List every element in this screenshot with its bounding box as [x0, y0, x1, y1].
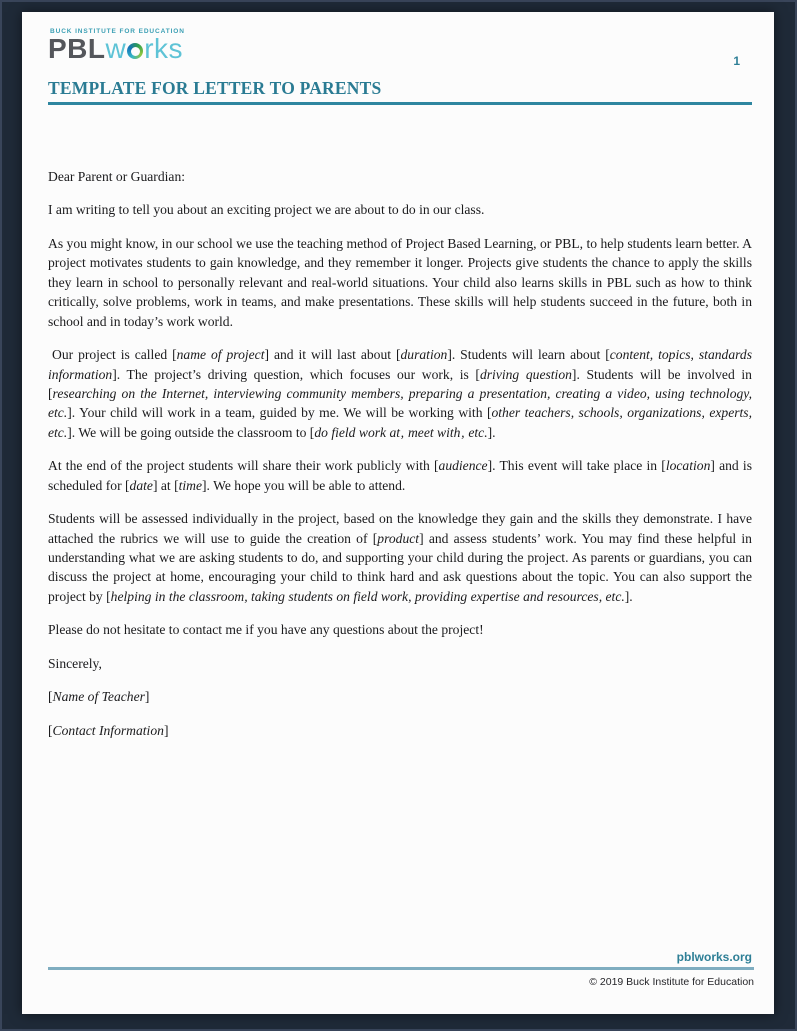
paragraph-assessment: Students will be assessed individually in the project, based on the knowledge they gain and the skills they demonstrate. I have attached the rubrics we will use to guide the creation of [product] and assess students’ work. You may find these helpful in understanding what we are asking students to do, and supporting your child during the project. As parents or guardians, you can discuss the project at home, encouraging your child to think hard and ask questions about the topic. You can also support the project by [helping in the classroom, taking students on field work, providing expertise and resources, etc.].: [48, 511, 752, 604]
paragraph-salutation: Dear Parent or Guardian:: [48, 169, 186, 184]
page-number: 1: [733, 54, 740, 68]
logo-tagline: BUCK INSTITUTE FOR EDUCATION: [50, 28, 185, 35]
paragraph-contact-invitation: Please do not hesitate to contact me if you have any questions about the project!: [48, 622, 484, 638]
footer-copyright: © 2019 Buck Institute for Education: [589, 976, 754, 988]
page-footer: [48, 950, 754, 988]
paragraph-project-details: Our project is called [name of project] and it will last about [duration]. Students will learn about [content, topics, standards information]. The project’s driving question, which focuses our work, is [driving question]. Students will be involved in [researching on the Internet, interviewing community members, preparing a presentation, creating a video, using technology, etc.]. Your child will work in a team, guided by me. We will be working with [other teachers, schools, organizations, experts, etc.]. We will be going outside the classroom to [do field work at‚ meet with‚ etc.].: [48, 347, 753, 440]
page-header: [48, 28, 752, 68]
logo-pbl-text: PBL: [48, 33, 106, 64]
paragraph-closing: Sincerely,: [48, 655, 102, 671]
document-title: TEMPLATE FOR LETTER TO PARENTS: [48, 78, 752, 105]
paragraph-intro: I am writing to tell you about an exciting project we are about to do in our class.: [48, 202, 485, 218]
footer-divider: [48, 967, 754, 970]
letter-body: [48, 167, 752, 740]
paragraph-about-pbl: As you might know, in our school we use the teaching method of Project Based Learning, or PBL, to help students learn better. A project motivates students to gain knowledge, and they remember it longer. Projects give students the chance to apply the skills they learn in school to personally relevant and real-world situations. Your child also learns skills in PBL such as how to think critically, solve problems, work in teams, and make presentations. These skills will help students succeed in the future, both in school and in today’s work world.: [48, 235, 752, 329]
logo-wordmark: [48, 35, 752, 63]
paragraph-signature-contact: [Contact Information]: [48, 722, 169, 738]
logo-works-w: w: [105, 33, 127, 64]
footer-website-link[interactable]: pblworks.org: [676, 950, 752, 964]
paragraph-signature-name: [Name of Teacher]: [48, 689, 150, 705]
logo-works-rest: rks: [144, 33, 184, 64]
document-page: [22, 12, 774, 1014]
logo-o-ring-icon: [127, 43, 143, 59]
pblworks-logo: [48, 28, 752, 63]
paragraph-event: At the end of the project students will share their work publicly with [audience]. This event will take place in [location] and is scheduled for [date] at [time]. We hope you will be able to attend.: [48, 458, 752, 493]
